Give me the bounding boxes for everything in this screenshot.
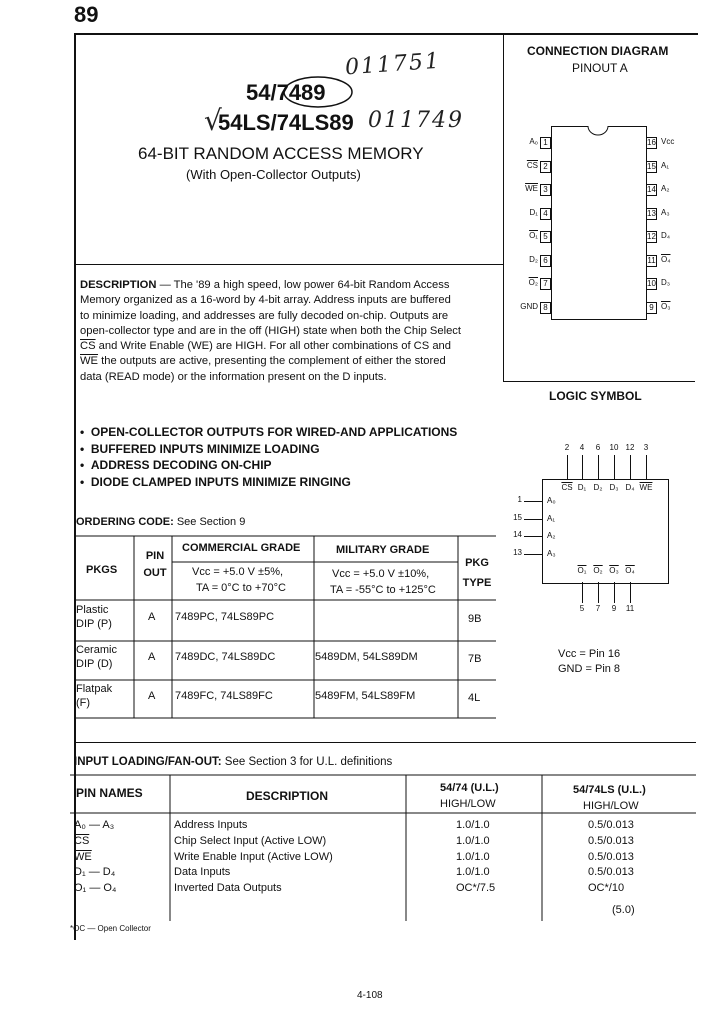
ordering-pkg-type: 9B	[468, 613, 482, 625]
logic-left-pin-number: 1	[517, 495, 522, 504]
description-line: Memory organized as a 16-word by 4-bit array. Address inputs are buffered	[80, 294, 451, 307]
pin-number: 11	[647, 255, 656, 265]
pin-label: O₁	[529, 231, 538, 240]
ordering-military-code: 5489FM, 54LS89FM	[315, 690, 416, 702]
logic-bottom-label: O₄	[625, 566, 635, 575]
description-block	[80, 278, 490, 385]
ordering-commercial-code: 7489DC, 74LS89DC	[175, 651, 276, 663]
logic-left-lead	[524, 501, 542, 502]
pin-number: 16	[647, 138, 656, 147]
feature-item: • OPEN-COLLECTOR OUTPUTS FOR WIRED-AND APPLICATIONS	[80, 425, 458, 439]
page-number: 89	[74, 2, 99, 27]
loading-value-54-74ls: 0.5/0.013	[588, 866, 634, 879]
logic-top-label: $\overline{WE}$	[639, 483, 653, 492]
logic-bottom-lead	[582, 582, 583, 603]
ordering-header-military: MILITARY GRADE	[336, 544, 430, 556]
features-list	[80, 424, 457, 490]
title-subtitle: 64-BIT RANDOM ACCESS MEMORY	[138, 144, 424, 163]
description-line: the outputs are active, presenting the complement of either the stored	[101, 355, 446, 368]
handwritten-check: √	[204, 104, 222, 137]
loading-header-54-74ls: 54/74LS (U.L.)	[573, 784, 646, 796]
logic-top-lead	[646, 455, 647, 479]
logic-left-lead	[524, 536, 542, 537]
logic-top-label: D₄	[625, 483, 635, 492]
loading-pin-name: $\overline{CS}$	[74, 834, 90, 847]
cs-signal: $\overline{CS}$	[80, 340, 96, 353]
loading-value-54-74: 1.0/1.0	[456, 850, 490, 863]
connection-diagram-subtitle: PINOUT A	[572, 61, 628, 75]
logic-top-pin-number: 6	[595, 443, 601, 452]
ordering-grid	[74, 533, 498, 719]
ordering-header-pkg-type: PKG TYPE	[462, 557, 492, 589]
loading-heading: INPUT LOADING/FAN-OUT: See Section 3 for U.L. definitions	[74, 756, 393, 768]
logic-top-label: D₃	[609, 483, 619, 492]
loading-value-54-74: 1.0/1.0	[456, 866, 490, 879]
ordering-pin-out: A	[148, 690, 156, 702]
loading-pin-name: D₁ — D₄	[74, 866, 116, 879]
loading-value-54-74ls: 0.5/0.013	[588, 850, 634, 863]
loading-value-54-74ls: 0.5/0.013	[588, 834, 634, 847]
feature-item: • BUFFERED INPUTS MINIMIZE LOADING	[80, 441, 320, 456]
logic-bottom-lead	[614, 582, 615, 603]
vcc-note: Vcc = Pin 16	[558, 648, 621, 660]
logic-left-label: A₃	[547, 549, 556, 558]
loading-pin-name: A₀ — A₃	[74, 819, 115, 831]
pin-number: 7	[540, 278, 551, 290]
description-heading: DESCRIPTION	[80, 279, 157, 291]
loading-pin-name: O₁ — O₄	[74, 882, 117, 895]
diagram-divider	[503, 33, 504, 381]
logic-left-pin-number: 14	[513, 530, 522, 539]
pin-label: A₁	[661, 160, 670, 170]
logic-left-label: A₂	[547, 531, 556, 540]
pin-label: $\overline{CS}$	[526, 160, 538, 170]
ordering-package: Plastic	[76, 604, 109, 616]
ordering-header-pkgs: PKGS	[86, 564, 118, 576]
logic-bottom-pin-number: 11	[625, 604, 635, 613]
logic-top-lead	[582, 455, 583, 479]
pin-number: 10	[647, 279, 656, 288]
logic-top-label: D₁	[577, 483, 587, 492]
logic-bottom-lead	[598, 582, 599, 603]
pin-number: 2	[540, 161, 551, 173]
loading-description: Data Inputs	[174, 866, 231, 879]
pin-label: A₀	[529, 137, 538, 146]
logic-divider	[503, 381, 695, 382]
loading-description: Address Inputs	[174, 819, 248, 831]
feature-item: • ADDRESS DECODING ON-CHIP	[80, 458, 272, 472]
pin-number: 12	[647, 232, 656, 241]
ordering-package: (F)	[76, 697, 91, 709]
pin-label: GND	[520, 301, 538, 311]
ordering-commercial-code: 7489PC, 74LS89PC	[175, 611, 275, 623]
logic-top-pin-number: 2	[564, 443, 570, 452]
ordering-package: Ceramic	[76, 644, 117, 656]
logic-top-pin-number: 3	[643, 443, 649, 452]
military-condition: Vcc = +5.0 V ±10%,	[332, 568, 430, 580]
logic-top-label: $\overline{CS}$	[561, 483, 573, 492]
loading-value-54-74ls: 0.5/0.013	[588, 819, 634, 831]
description-line: data (READ mode) or the information present on the D inputs.	[80, 370, 387, 383]
footnote: *OC — Open Collector	[70, 924, 151, 933]
pin-label: O₃	[661, 301, 671, 311]
pin-label: A₂	[661, 184, 670, 193]
ordering-commercial-code: 7489FC, 74LS89FC	[175, 690, 273, 702]
pin-number: 5	[540, 231, 551, 243]
logic-bottom-label: O₁	[577, 566, 587, 575]
pin-number: 9	[646, 302, 657, 314]
logic-top-lead	[598, 455, 599, 479]
military-condition: TA = -55°C to +125°C	[330, 584, 436, 596]
pin-label: $\overline{WE}$	[525, 184, 538, 193]
connection-diagram-title: CONNECTION DIAGRAM	[527, 44, 669, 58]
logic-bottom-pin-number: 7	[595, 604, 601, 613]
logic-top-pin-number: 10	[609, 443, 619, 452]
pin-label: A₃	[661, 207, 670, 217]
logic-top-pin-number: 4	[579, 443, 585, 452]
loading-value-54-74ls: OC*/10	[588, 882, 625, 895]
description-line: open-collector type and are in the off (HIGH) state when both the Chip Select	[80, 324, 462, 337]
ordering-header-commercial: COMMERCIAL GRADE	[182, 542, 301, 554]
logic-left-lead	[524, 554, 542, 555]
pin-number: 14	[647, 185, 656, 194]
loading-header-54-74ls-sub: HIGH/LOW	[583, 800, 639, 812]
pin-number: 15	[647, 161, 656, 171]
pin-label: O₄	[661, 254, 671, 264]
loading-value-54-74: OC*/7.5	[456, 882, 496, 895]
title-part-1: 54/7489	[246, 80, 326, 105]
description-line: — The '89 a high speed, low power 64-bit Random Access	[156, 279, 450, 291]
logic-top-lead	[630, 455, 631, 479]
ordering-pkg-type: 7B	[468, 653, 482, 665]
logic-left-lead	[524, 519, 542, 520]
loading-value-54-74: 1.0/1.0	[456, 834, 490, 847]
title-subtitle-2: (With Open-Collector Outputs)	[186, 167, 361, 182]
handwritten-code-1: 011751	[344, 48, 442, 81]
loading-description: Write Enable Input (Active LOW)	[174, 850, 333, 863]
ordering-military-code: 5489DM, 54LS89DM	[315, 651, 418, 663]
ordering-pkg-type: 4L	[468, 692, 481, 704]
commercial-condition: TA = 0°C to +70°C	[196, 582, 286, 594]
logic-top-lead	[614, 455, 615, 479]
footer-page: 4-108	[357, 990, 383, 1001]
logic-left-pin-number: 15	[513, 513, 522, 522]
feature-item: • DIODE CLAMPED INPUTS MINIMIZE RINGING	[80, 474, 351, 489]
ordering-pin-out: A	[148, 651, 156, 663]
logic-top-label: D₂	[593, 483, 603, 492]
pin-label: D₁	[529, 207, 538, 217]
pin-number: 1	[540, 137, 551, 149]
ordering-heading: ORDERING CODE: See Section 9	[76, 516, 246, 528]
logic-top-lead	[567, 455, 568, 479]
pin-number: 4	[540, 208, 551, 220]
logic-bottom-lead	[630, 582, 631, 603]
loading-header-54-74: 54/74 (U.L.)	[440, 782, 499, 794]
description-line: to minimize loading, and addresses are fully decoded on-chip. Outputs are	[80, 309, 449, 322]
pin-number: 8	[540, 302, 551, 314]
loading-value-54-74: 1.0/1.0	[456, 819, 490, 831]
loading-header-description: DESCRIPTION	[246, 789, 329, 803]
pin-number: 13	[647, 208, 656, 218]
logic-bottom-label: O₃	[609, 566, 619, 575]
commercial-condition: Vcc = +5.0 V ±5%,	[192, 566, 284, 578]
pin-label: D₄	[661, 231, 671, 240]
description-line: and Write Enable (WE) are HIGH. For all other combinations of CS and	[98, 340, 452, 353]
pin-label: D₃	[661, 278, 671, 287]
pin-label: O₂	[528, 278, 538, 287]
pin-number: 6	[540, 255, 551, 267]
loading-header-54-74-sub: HIGH/LOW	[440, 798, 496, 810]
logic-left-pin-number: 13	[513, 548, 522, 557]
logic-left-label: A₁	[547, 514, 556, 523]
ic-notch	[586, 125, 610, 137]
pin-label: D₂	[529, 254, 538, 264]
logic-left-label: A₀	[547, 496, 556, 505]
logic-top-pin-number: 12	[625, 443, 635, 452]
gnd-note: GND = Pin 8	[558, 663, 621, 675]
loading-header-pin-names: PIN NAMES	[76, 786, 143, 800]
handwritten-code-2: 011749	[368, 108, 464, 133]
ic-package	[551, 126, 647, 320]
logic-symbol-title: LOGIC SYMBOL	[549, 389, 642, 403]
logic-bottom-pin-number: 5	[579, 604, 585, 613]
logic-bottom-label: O₂	[593, 566, 603, 575]
ordering-pin-out: A	[148, 611, 156, 623]
ordering-header-pin-out: PIN OUT	[143, 550, 167, 579]
loading-description: Chip Select Input (Active LOW)	[174, 834, 327, 847]
ordering-package: Flatpak	[76, 683, 113, 695]
title-circle	[282, 74, 354, 110]
section-divider	[74, 742, 696, 743]
title-part-2: 54LS/74LS89	[218, 110, 354, 135]
ordering-package: DIP (D)	[76, 658, 113, 670]
loading-description: Inverted Data Outputs	[174, 882, 282, 895]
pin-number: 3	[540, 184, 551, 196]
title-divider	[74, 264, 503, 265]
pin-label: Vcc	[661, 137, 675, 146]
loading-extra-value: (5.0)	[612, 904, 635, 916]
we-signal: $\overline{WE}$	[80, 355, 99, 368]
logic-bottom-pin-number: 9	[611, 604, 617, 613]
loading-pin-name: $\overline{WE}$	[74, 850, 92, 863]
ordering-package: DIP (P)	[76, 618, 112, 630]
